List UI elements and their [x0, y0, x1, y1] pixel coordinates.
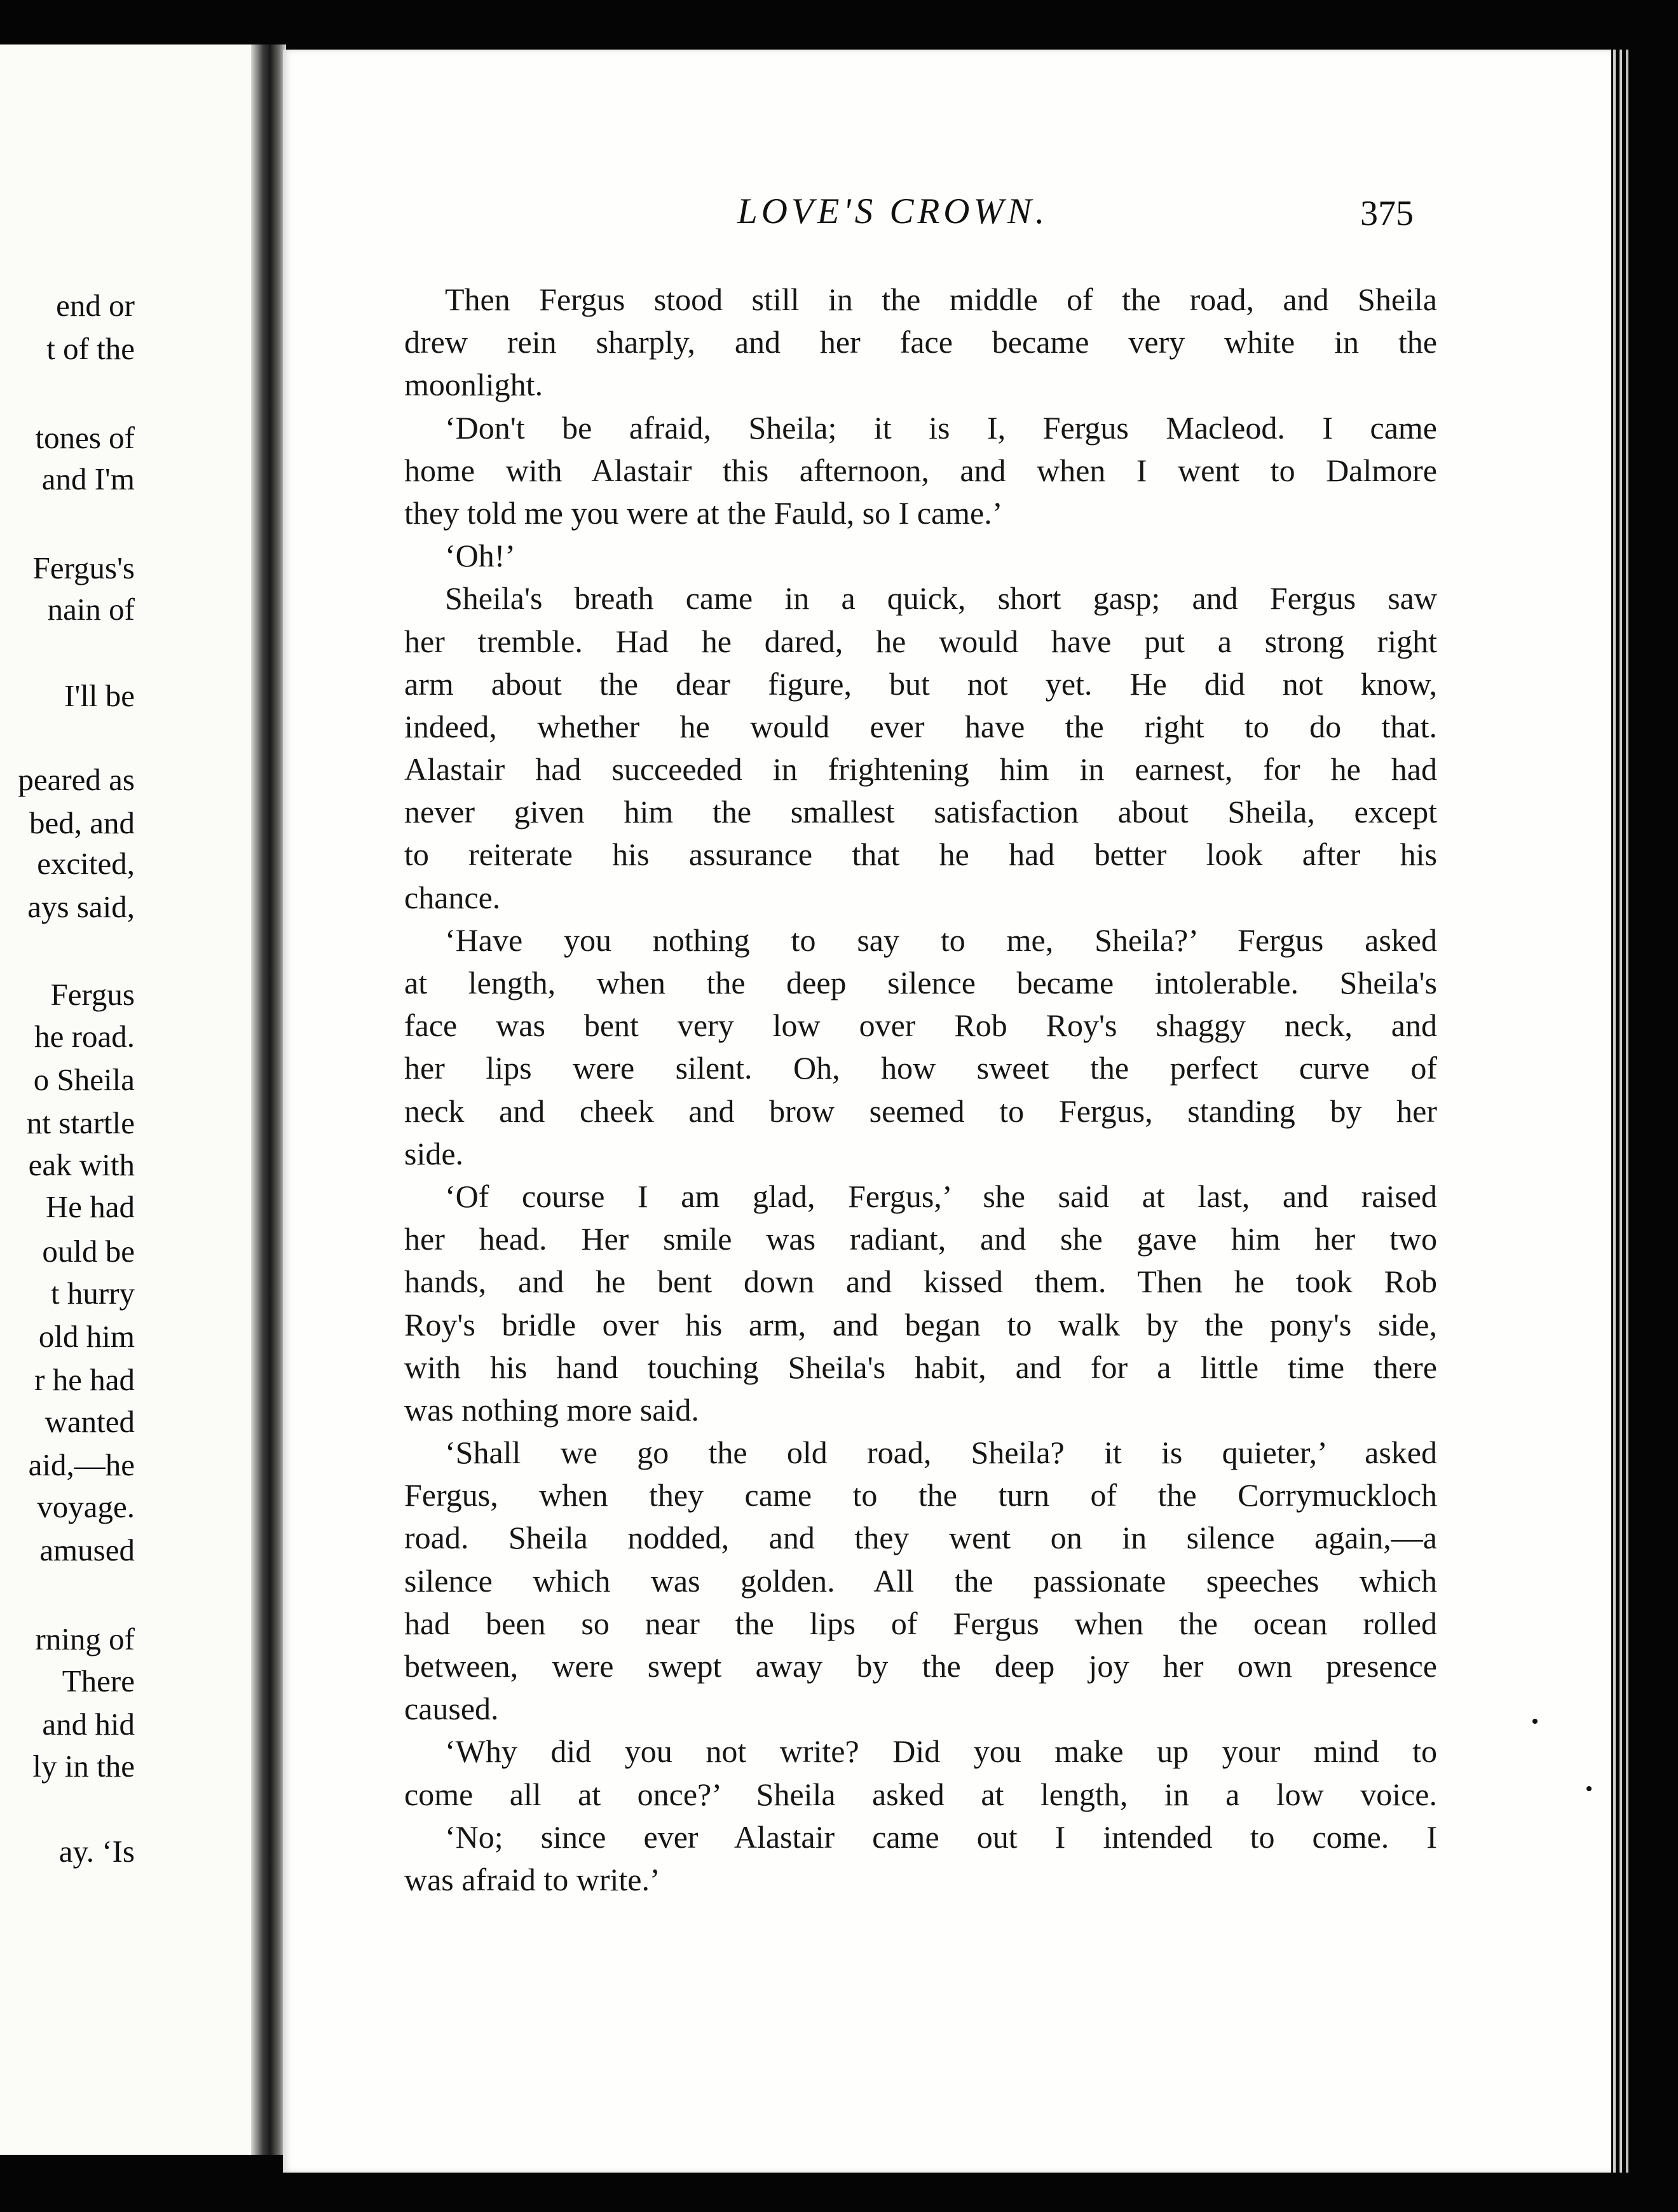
left-page-line: ay. ‘Is — [58, 1834, 135, 1869]
ink-speck — [1532, 1719, 1538, 1724]
page-number: 375 — [1360, 194, 1414, 233]
left-page-line: Fergus's — [32, 550, 135, 585]
left-page-line: There — [62, 1663, 135, 1698]
left-page-line: ly in the — [32, 1749, 135, 1784]
text-line: indeed, whether he would ever have the right to do that. — [404, 708, 1437, 744]
left-page-line: and I'm — [41, 461, 135, 496]
left-page-line: nt startle — [26, 1105, 135, 1140]
left-page-line: nain of — [47, 592, 135, 627]
text-line: with his hand touching Sheila's habit, and for a little time there — [404, 1349, 1437, 1385]
left-page-line: Fergus — [50, 977, 135, 1012]
left-page-line: ays said, — [27, 889, 135, 924]
text-line: chance. — [404, 879, 501, 915]
left-page-line: old him — [38, 1319, 135, 1354]
left-page-line: voyage. — [37, 1489, 135, 1524]
page-edge — [1613, 50, 1616, 2173]
left-page-line: he road. — [34, 1019, 135, 1054]
text-line: to reiterate his assurance that he had better look after his — [404, 836, 1437, 873]
text-line: was afraid to write.’ — [404, 1861, 660, 1897]
text-line: ‘Don't be afraid, Sheila; it is I, Fergus Macleod. I came — [445, 409, 1437, 446]
text-line: silence which was golden. All the passionate speeches which — [404, 1562, 1437, 1599]
page-edge — [1620, 50, 1622, 2173]
text-line: her tremble. Had he dared, he would have put a strong right — [404, 623, 1437, 659]
left-page-line: aid,—he — [28, 1447, 135, 1482]
text-line: was nothing more said. — [404, 1391, 699, 1428]
text-line: ‘No; since ever Alastair came out I intended to come. I — [445, 1819, 1437, 1855]
text-line: hands, and he bent down and kissed them. Then he took Rob — [404, 1264, 1437, 1300]
left-page-line: r he had — [34, 1362, 135, 1397]
text-line: ‘Shall we go the old road, Sheila? it is quieter,’ asked — [445, 1435, 1437, 1471]
left-page-line: amused — [39, 1533, 135, 1567]
text-line: ‘Of course I am glad, Fergus,’ she said at last, and raised — [445, 1178, 1437, 1214]
body-text — [404, 278, 1437, 1901]
left-page-line: He had — [45, 1189, 135, 1224]
left-page-line: ould be — [42, 1234, 135, 1269]
ink-speck — [1586, 1786, 1592, 1791]
left-page-line: I'll be — [64, 678, 135, 713]
text-line: Roy's bridle over his arm, and began to walk by the pony's side, — [404, 1306, 1437, 1342]
text-line: road. Sheila nodded, and they went on in silence again,—a — [404, 1520, 1437, 1556]
left-page-line: and hid — [42, 1707, 135, 1742]
text-line: neck and cheek and brow seemed to Fergus, standing by her — [404, 1093, 1437, 1129]
text-line: her head. Her smile was radiant, and she gave him her two — [404, 1221, 1437, 1257]
text-line: her lips were silent. Oh, how sweet the perfect curve of — [404, 1050, 1437, 1086]
text-line: come all at once?’ Sheila asked at length, in a low voice. — [404, 1776, 1437, 1812]
text-line: side. — [404, 1135, 464, 1171]
book-gutter — [251, 44, 286, 2155]
text-line: arm about the dear figure, but not yet. He did not know, — [404, 666, 1437, 702]
text-line: Sheila's breath came in a quick, short gasp; and Fergus saw — [445, 580, 1437, 617]
left-page-line: tones of — [35, 420, 135, 455]
text-line: at length, when the deep silence became intolerable. Sheila's — [404, 965, 1437, 1000]
text-line: drew rein sharply, and her face became very white in the — [404, 324, 1437, 360]
text-line: ‘Oh!’ — [445, 538, 516, 574]
text-line: face was bent very low over Rob Roy's shaggy neck, and — [404, 1007, 1437, 1044]
page-edge — [1626, 50, 1628, 2173]
text-line: moonlight. — [404, 367, 543, 403]
left-page-line: bed, and — [29, 805, 135, 840]
text-line: between, were swept away by the deep joy her own presence — [404, 1648, 1437, 1684]
running-head: LOVE'S CROWN. — [737, 191, 1049, 231]
left-page-line: peared as — [18, 762, 135, 797]
text-line: home with Alastair this afternoon, and when I went to Dalmore — [404, 452, 1437, 488]
left-page-line: o Sheila — [33, 1062, 135, 1097]
left-page-line: excited, — [37, 846, 135, 881]
left-page-line: wanted — [44, 1404, 135, 1439]
text-line: ‘Why did you not write? Did you make up your mind to — [445, 1733, 1437, 1770]
text-line: Alastair had succeeded in frightening him in earnest, for he had — [404, 751, 1437, 788]
left-page-line: eak with — [28, 1147, 135, 1182]
left-facing-page — [0, 44, 261, 2155]
text-line: caused. — [404, 1691, 499, 1727]
text-line: Fergus, when they came to the turn of the Corrymuckloch — [404, 1477, 1437, 1513]
left-page-line: end or — [56, 288, 135, 323]
left-page-line: rning of — [35, 1621, 135, 1656]
text-line: they told me you were at the Fauld, so I came.’ — [404, 495, 1003, 531]
left-page-line: t hurry — [51, 1276, 135, 1311]
text-line: never given him the smallest satisfaction about Sheila, except — [404, 794, 1437, 830]
text-line: had been so near the lips of Fergus when the ocean rolled — [404, 1605, 1437, 1641]
text-line: ‘Have you nothing to say to me, Sheila?’ Fergus asked — [445, 922, 1437, 958]
text-line: Then Fergus stood still in the middle of the road, and Sheila — [445, 282, 1437, 317]
left-page-line: t of the — [46, 331, 135, 366]
